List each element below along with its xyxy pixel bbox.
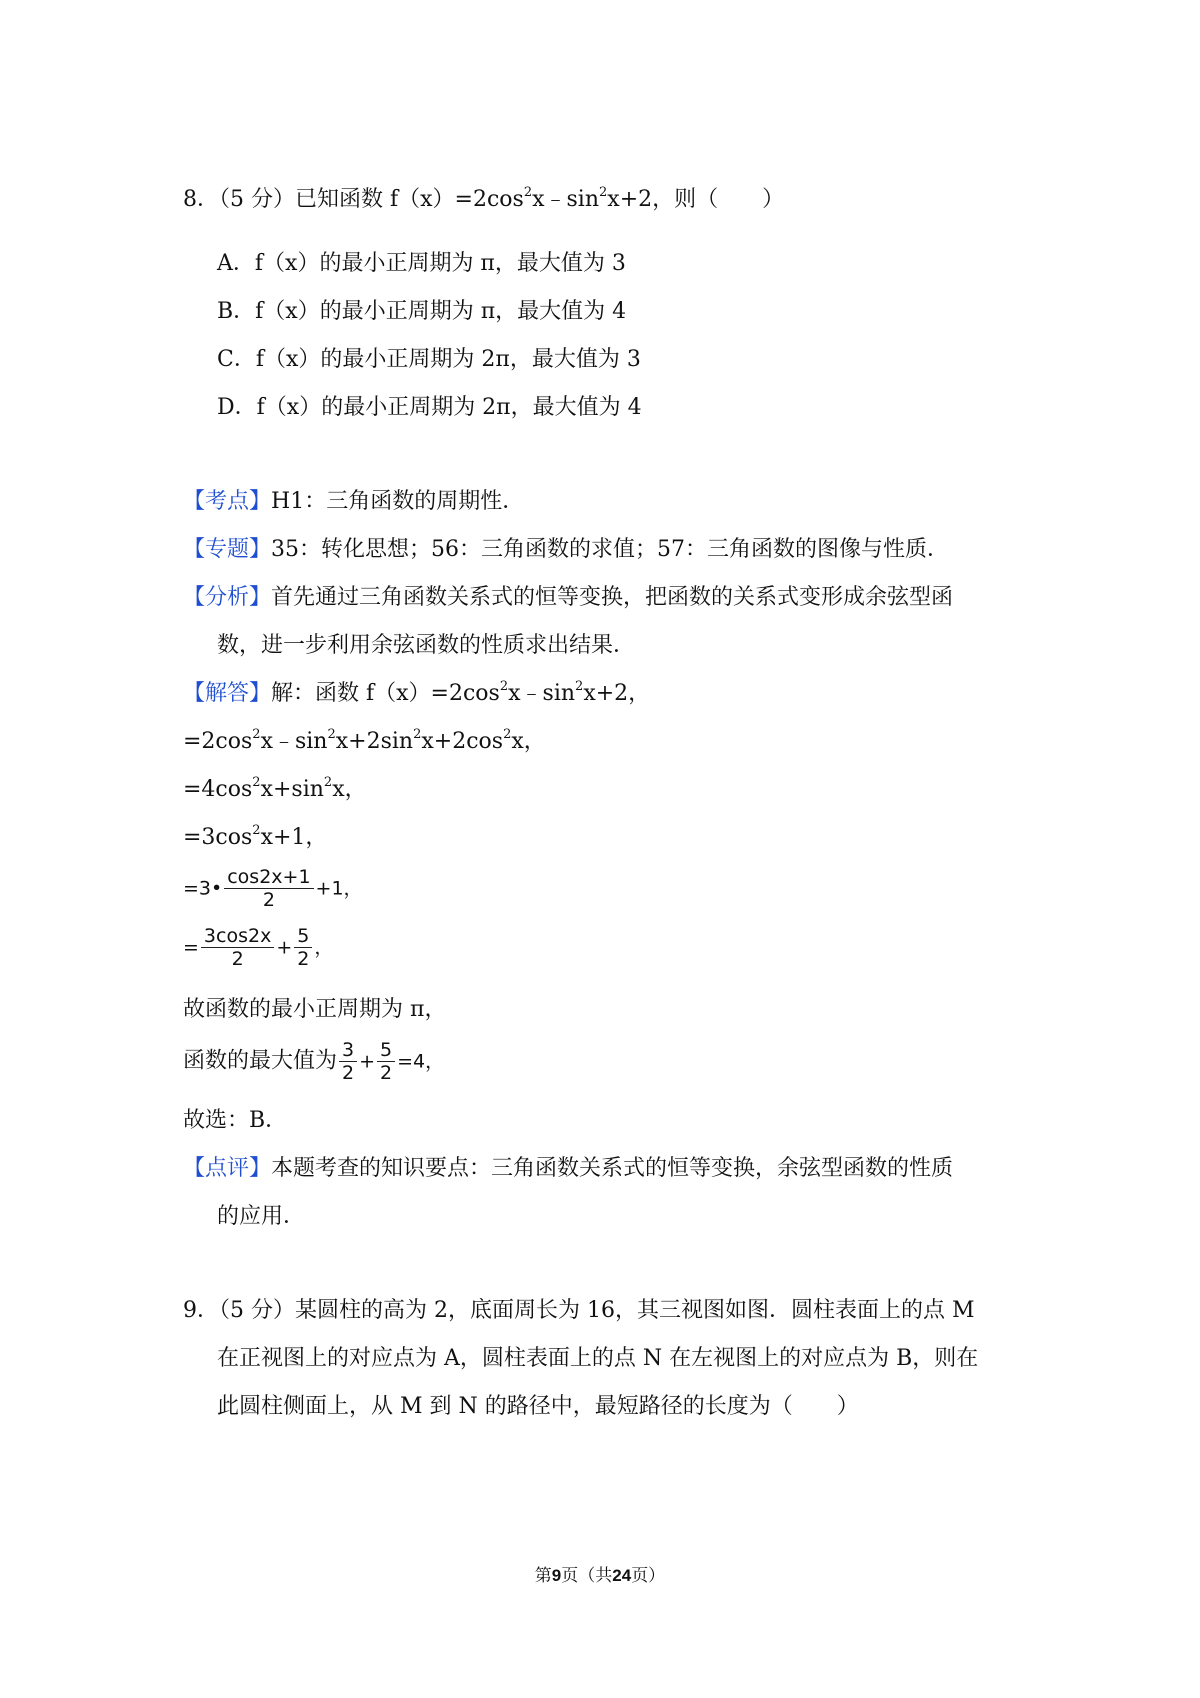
q8-option-d: D．f（x）的最小正周期为 2π，最大值为 4 (217, 395, 642, 420)
jieda-line: 【解答】解：函数 $f(x)=2\cos^2x﹣\sin^2x+2$， (183, 679, 651, 706)
q9-line-3: 此圆柱侧面上，从 M 到 N 的路径中，最短路径的长度为（ ） (217, 1394, 859, 1419)
fraction: $\frac{\cos 2x+1}{2}$ (224, 866, 313, 911)
fenxi-line-2: 数，进一步利用余弦函数的性质求出结果． (217, 633, 636, 658)
solution-step-5: = $\frac{3\cos 2x}{2}$ + $\frac{5}{2}$ ， (183, 925, 334, 970)
zhuanti-tag: 【专题】 (183, 537, 272, 562)
fraction: $\frac{5}{2}$ (377, 1039, 395, 1084)
kaodian-tag: 【考点】 (183, 489, 272, 514)
solution-step-3: $=3\cos^2x+1$， (183, 823, 328, 850)
q9-line-2: 在正视图上的对应点为 A，圆柱表面上的点 N 在左视图上的对应点为 B，则在 (217, 1346, 979, 1371)
q8-option-b: B．f（x）的最小正周期为 π，最大值为 4 (217, 299, 627, 324)
q9-line-1: 9．（5 分）某圆柱的高为 2，底面周长为 16，其三视图如图．圆柱表面上的点 M (183, 1298, 975, 1323)
solution-step-4: =3• $\frac{\cos 2x+1}{2}$ +1， (183, 866, 363, 911)
solution-step-2: $=4\cos^2x+\sin^2x$， (183, 775, 367, 802)
q8-option-c: C．f（x）的最小正周期为 2π，最大值为 3 (217, 347, 641, 372)
dianping-line-2: 的应用． (217, 1204, 306, 1229)
q8-option-a: A．f（x）的最小正周期为 π，最大值为 3 (217, 251, 626, 276)
max-conclusion: 函数的最大值为 $\frac{3}{2}$ + $\frac{5}{2}$ =4， (183, 1039, 445, 1084)
fenxi-line: 【分析】首先通过三角函数关系式的恒等变换，把函数的关系式变形成余弦型函 (183, 585, 954, 610)
period-conclusion: 故函数的最小正周期为 π， (183, 997, 447, 1022)
kaodian-line: 【考点】H1：三角函数的周期性． (183, 489, 525, 514)
fraction: $\frac{3\cos 2x}{2}$ (201, 925, 274, 970)
q8-stem: 8．（5 分）已知函数 $f(x)=2\cos^2x﹣\sin^2x+2$，则（ ） (183, 185, 785, 212)
jieda-tag: 【解答】 (183, 681, 272, 706)
fenxi-tag: 【分析】 (183, 585, 272, 610)
zhuanti-line: 【专题】35：转化思想；56：三角函数的求值；57：三角函数的图像与性质． (183, 537, 950, 562)
page-footer: 第9页（共24页） (534, 1566, 666, 1586)
fraction: $\frac{3}{2}$ (339, 1039, 357, 1084)
answer-choice: 故选：B． (183, 1108, 288, 1133)
solution-step-1: $=2\cos^2x﹣\sin^2x+2\sin^2x+2\cos^2x$， (183, 727, 546, 754)
page-total: 24 (612, 1566, 632, 1585)
page-number: 9 (551, 1566, 562, 1585)
fraction: $\frac{5}{2}$ (294, 925, 312, 970)
dianping-tag: 【点评】 (183, 1156, 272, 1181)
dianping-line: 【点评】本题考查的知识要点：三角函数关系式的恒等变换，余弦型函数的性质 (183, 1156, 954, 1181)
